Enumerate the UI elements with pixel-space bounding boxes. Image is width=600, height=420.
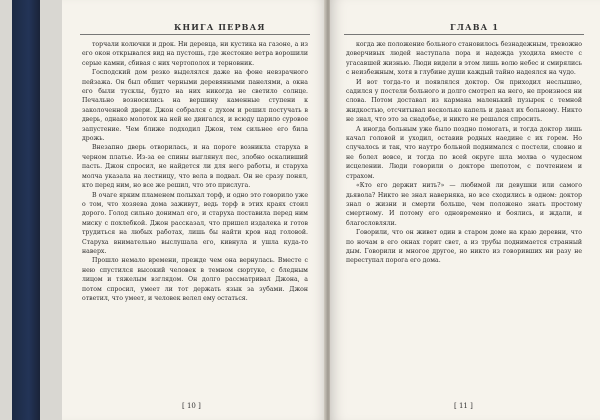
running-head-right: ГЛАВА 1 — [450, 22, 500, 32]
paragraph: когда же положение больного становилось безнадежным, тревожно доверчивых людей наступала пора и надежда уходила вместе с угасавшей жизнью. Люди видели в этом лишь волю небес и смирялись с неизбежным, хотя в глубине души каждый тайно надеялся на чудо. — [346, 41, 582, 77]
paragraph: Внезапно дверь отворилась, и на пороге возникла старуха в черном платье. Из-за ее спины выглянул пес, злобно оскаливший пасть. Джон спросил, не найдется ли для него работы, и старуха молча указала на лестницу, что вела в подвал. Он не сразу понял, кто перед ним, но все же решил, что это прислуга. — [82, 144, 308, 190]
paragraph: И вот тогда-то и появлялся доктор. Он приходил неслышно, садился у постели больного и долго смотрел на него, не произнося ни слова. Потом доставал из кармана маленький пузырек с темной жидкостью, отсчитывал несколько капель и давал их больному. Никто не знал, что это за снадобье, и никто не решался спросить. — [346, 78, 582, 124]
left-page — [62, 0, 326, 420]
paragraph: Прошло немало времени, прежде чем она вернулась. Вместе с нею спустился высокий человек в темном сюртуке, с бледным лицом и тяжелым взглядом. Он долго рассматривал Джона, а потом спросил, умеет ли тот держать язык за зубами. Джон ответил, что умеет, и человек велел ему остаться. — [82, 257, 308, 302]
right-page-text — [346, 40, 582, 266]
paragraph: Говорили, что он живет один в старом доме на краю деревни, что по ночам в его окнах горит свет, а из трубы поднимается странный дым. Говорили и многое другое, но никто из говоривших ни разу не переступал порога его дома. — [346, 229, 582, 265]
running-head-left: КНИГА ПЕРВАЯ — [174, 22, 266, 32]
header-rule-left — [80, 34, 310, 35]
paragraph: А иногда больным уже было поздно помогать, и тогда доктор лишь качал головой и уходил, оставив родных наедине с их горем. Но случалось и так, что наутро больной поднимался с постели, словно и не болел вовсе, и тогда по всей округе шла молва о чудесном исцелении. Люди говорили о докторе шепотом, с почтением и страхом. — [346, 125, 582, 180]
book-cover-edge — [12, 0, 40, 420]
paragraph: «Кто его держит нить?» — любимой ли девушки или самого дьявола? Никто не знал наверняка, но все сходились в одном: доктор знал о жизни и смерти больше, чем положено знать простому смертному. И потому его одновременно и боялись, и ждали, и благословляли. — [346, 182, 582, 227]
header-rule-right — [344, 34, 584, 35]
left-page-text — [82, 40, 308, 303]
right-page — [330, 0, 600, 420]
paragraph: торчали колючки и дрок. Ни деревца, ни кустика на газоне, а из его окон открывался вид на пустошь, где жестокие ветра ворошили серые камни, сбивая с них чертополох и терновник. — [82, 41, 308, 67]
open-book — [40, 0, 600, 420]
paragraph: В очаге ярким пламенем полыхал торф, и одно это говорило уже о том, что хозяева дома заживут, ведь торф в этих краях стоил дорого. Голод сильно донимал его, и старуха поставила перед ним миску с похлебкой. Джон рассказал, что пришел издалека и готов трудиться на любых работах, лишь бы найти кров над головой. Старуха внимательно выслушала его, кивнула и ушла куда-то наверх. — [82, 191, 308, 255]
page-number-left: [ 10 ] — [182, 402, 201, 410]
page-number-right: [ 11 ] — [454, 402, 473, 410]
paragraph: Господский дом резко выделялся даже на фоне невзрачного пейзажа. Он был обшит черными деревянными панелями, а окна его были тусклы, будто на них никогда не светило солнце. Печально возносились на вершину каменные ступени к заколоченной двери. Джон собрался с духом и решил постучать в дверь, однако молоток на ней не двигался, и всюду царило суровое запустение. Чем ближе подходил Джон, тем сильнее его била дрожь. — [82, 69, 308, 143]
